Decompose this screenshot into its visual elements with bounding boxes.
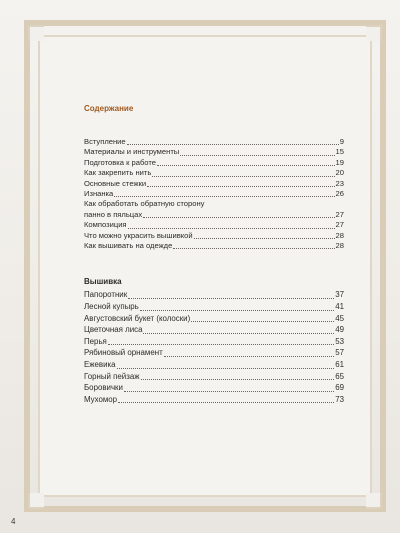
toc-entry-page: 15	[335, 147, 344, 157]
toc-entry-page: 61	[335, 360, 344, 370]
dot-leader	[128, 298, 334, 299]
toc-entry-page: 27	[335, 209, 344, 219]
toc-entry	[84, 289, 344, 301]
toc-entry-title: Как закрепить нить	[84, 168, 152, 178]
toc-entry	[84, 241, 344, 251]
toc-entry	[84, 394, 344, 406]
contents-heading: Содержание	[84, 104, 134, 113]
toc-entry-title: Рябиновый орнамент	[84, 348, 163, 358]
toc-entry-title: Горный пейзаж	[84, 371, 140, 381]
toc-entry	[84, 382, 344, 394]
toc-entry	[84, 220, 344, 230]
toc-entry-page: 20	[335, 168, 344, 178]
toc-entry-title: Ежевика	[84, 360, 116, 370]
dot-leader	[108, 344, 334, 345]
dot-leader	[164, 356, 335, 357]
toc-entry	[84, 199, 344, 209]
toc-entry-page: 53	[335, 336, 344, 346]
dot-leader	[173, 248, 334, 249]
toc-entry-title: Вступление	[84, 137, 126, 146]
dot-leader	[140, 310, 334, 311]
embroidery-heading: Вышивка	[84, 277, 122, 287]
dot-leader	[191, 321, 334, 322]
toc-entry-title: Подготовка к работе	[84, 157, 156, 167]
toc-entry	[84, 210, 344, 220]
toc-entry	[84, 147, 344, 157]
toc-entry-page: 19	[335, 157, 344, 167]
toc-entry-title: Материалы и инструменты	[84, 147, 180, 157]
toc-entry-page: 57	[335, 348, 344, 358]
dot-leader	[157, 165, 335, 166]
toc-entry-title: Августовский букет (колоски)	[84, 313, 191, 323]
toc-entry-title: Как обработать обратную сторону	[84, 199, 205, 209]
toc-entry-title: Лесной купырь	[84, 302, 139, 312]
toc-entry	[84, 301, 344, 313]
frame-corner-top-left	[28, 25, 44, 41]
contents-list	[84, 137, 344, 251]
toc-entry-page: 45	[335, 313, 344, 323]
toc-entry-page: 28	[335, 241, 344, 251]
frame-corner-top-right	[366, 25, 382, 41]
frame-corner-bottom-left	[28, 493, 44, 509]
dot-leader	[143, 333, 334, 334]
toc-entry-page: 28	[335, 230, 344, 240]
toc-entry-page: 27	[335, 220, 344, 230]
toc-entry	[84, 371, 344, 383]
toc-entry	[84, 137, 344, 147]
toc-entry-title: Изнанка	[84, 189, 114, 199]
toc-entry-page: 73	[335, 394, 344, 404]
toc-entry-title: Папоротник	[84, 290, 128, 300]
dot-leader	[128, 228, 335, 229]
toc-entry	[84, 179, 344, 189]
toc-entry-page: 23	[335, 178, 344, 188]
toc-entry	[84, 231, 344, 241]
dot-leader	[114, 196, 334, 197]
toc-entry	[84, 168, 344, 178]
embroidery-list	[84, 289, 344, 405]
dot-leader	[141, 379, 335, 380]
toc-entry-page: 69	[335, 383, 344, 393]
toc-entry	[84, 324, 344, 336]
dot-leader	[194, 238, 335, 239]
dot-leader	[118, 402, 334, 403]
toc-entry-title: Перья	[84, 336, 107, 346]
toc-entry	[84, 189, 344, 199]
dot-leader	[127, 144, 339, 145]
toc-entry-page: 41	[335, 302, 344, 312]
toc-entry-title: Цветочная лиса	[84, 325, 143, 335]
toc-entry	[84, 347, 344, 359]
toc-entry	[84, 158, 344, 168]
dot-leader	[117, 368, 335, 369]
dot-leader	[143, 217, 334, 218]
dot-leader	[147, 186, 334, 187]
toc-entry-title: Основные стежки	[84, 178, 147, 188]
toc-entry	[84, 336, 344, 348]
toc-entry-title: Мухомор	[84, 394, 118, 404]
toc-entry-title: Композиция	[84, 220, 127, 230]
toc-entry-page: 37	[335, 290, 344, 300]
toc-entry-page: 65	[335, 371, 344, 381]
toc-entry	[84, 313, 344, 325]
page-number: 4	[11, 517, 16, 526]
toc-entry-title: Боровички	[84, 383, 123, 393]
toc-entry	[84, 359, 344, 371]
toc-entry-page: 49	[335, 325, 344, 335]
frame-corner-bottom-right	[366, 493, 382, 509]
toc-entry-page: 9	[339, 137, 344, 146]
dot-leader	[124, 391, 334, 392]
toc-entry-title: панно в пяльцах	[84, 209, 143, 219]
dot-leader	[152, 176, 334, 177]
toc-entry-page: 26	[335, 189, 344, 199]
toc-entry-title: Как вышивать на одежде	[84, 241, 173, 251]
toc-entry-title: Что можно украсить вышивкой	[84, 230, 193, 240]
dot-leader	[180, 155, 334, 156]
table-of-contents	[84, 104, 344, 405]
